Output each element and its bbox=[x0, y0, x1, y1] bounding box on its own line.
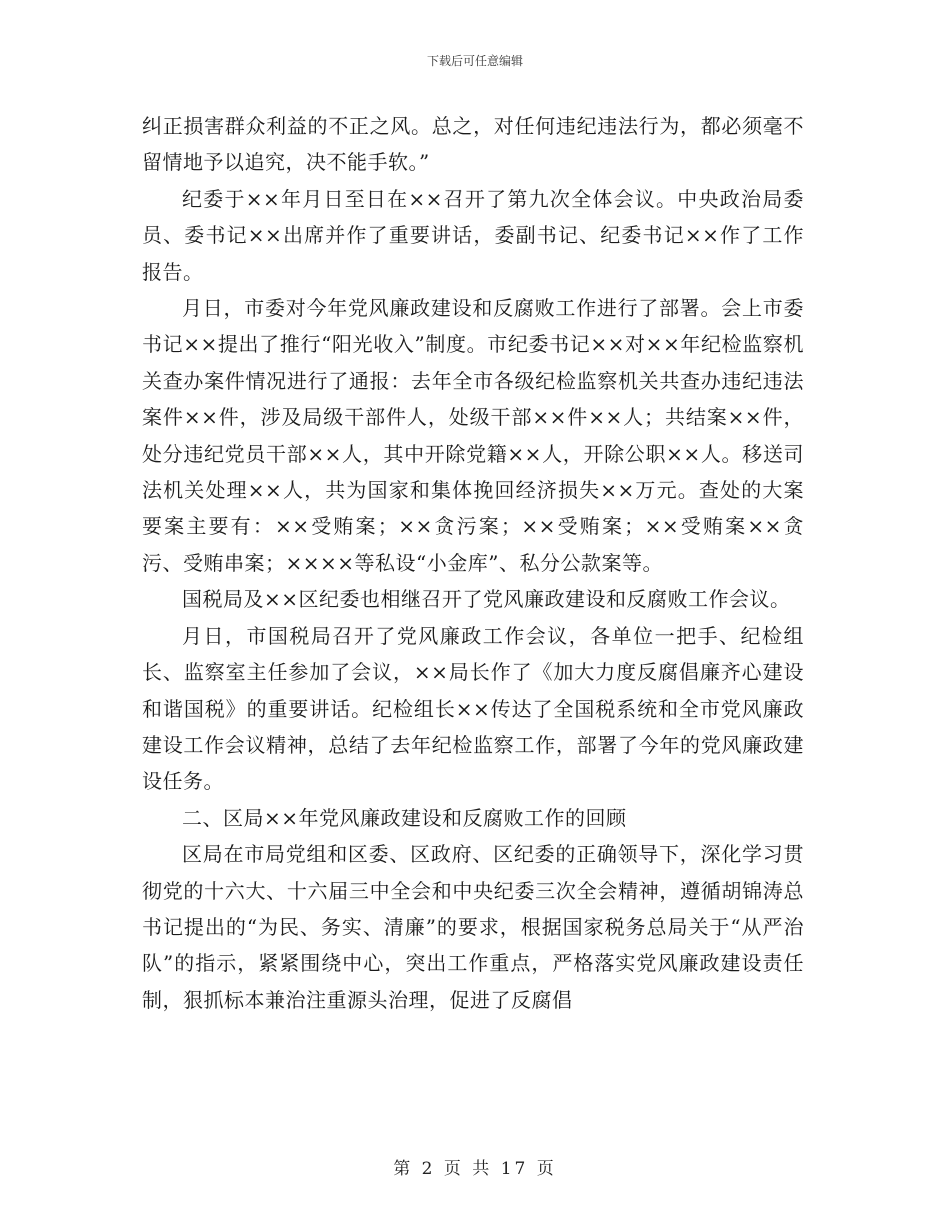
paragraph-1: 纠正损害群众利益的不正之风。总之，对任何违纪违法行为，都必须毫不留情地予以追究，决不能手软。” bbox=[142, 114, 804, 175]
page-number: 第 2 页 共 17 页 bbox=[393, 1159, 557, 1179]
document-body bbox=[142, 108, 804, 1018]
paragraph-4: 国税局及××区纪委也相继召开了党风廉政建设和反腐败工作会议。 bbox=[182, 587, 791, 612]
page-header: 下载后可任意编辑 bbox=[426, 54, 523, 68]
paragraph-3: 月日，市委对今年党风廉政建设和反腐败工作进行了部署。会上市委书记××提出了推行“阳光收入”制度。市纪委书记××对××年纪检监察机关查办案件情况进行了通报：去年全市各级纪检监察机关共查办违纪违法案件××件，涉及局级干部件人，处级干部××件××人；共结案××件，处分违纪党员干部××人，其中开除党籍××人，开除公职××人。移送司法机关处理××人，共为国家和集体挽回经济损失××万元。查处的大案要案主要有：××受贿案；××贪污案；××受贿案；××受贿案××贪污、受贿串案；××××等私设“小金库”、私分公款案等。 bbox=[142, 296, 804, 575]
paragraph-6: 区局在市局党组和区委、区政府、区纪委的正确领导下，深化学习贯彻党的十六大、十六届三中全会和中央纪委三次全会精神，遵循胡锦涛总书记提出的“为民、务实、清廉”的要求，根据国家税务总局关于“从严治队”的指示，紧紧围绕中心，突出工作重点，严格落实党风廉政建设责任制，狠抓标本兼治注重源头治理，促进了反腐倡 bbox=[142, 842, 804, 1012]
paragraph-5: 月日，市国税局召开了党风廉政工作会议，各单位一把手、纪检组长、监察室主任参加了会议，××局长作了《加大力度反腐倡廉齐心建设和谐国税》的重要讲话。纪检组长××传达了全国税系统和全市党风廉政建设工作会议精神，总结了去年纪检监察工作，部署了今年的党风廉政建设任务。 bbox=[142, 623, 804, 794]
paragraph-2: 纪委于××年月日至日在××召开了第九次全体会议。中央政治局委员、委书记××出席并作了重要讲话，委副书记、纪委书记××作了工作报告。 bbox=[142, 186, 804, 284]
section-heading: 二、区局××年党风廉政建设和反腐败工作的回顾 bbox=[182, 805, 627, 830]
